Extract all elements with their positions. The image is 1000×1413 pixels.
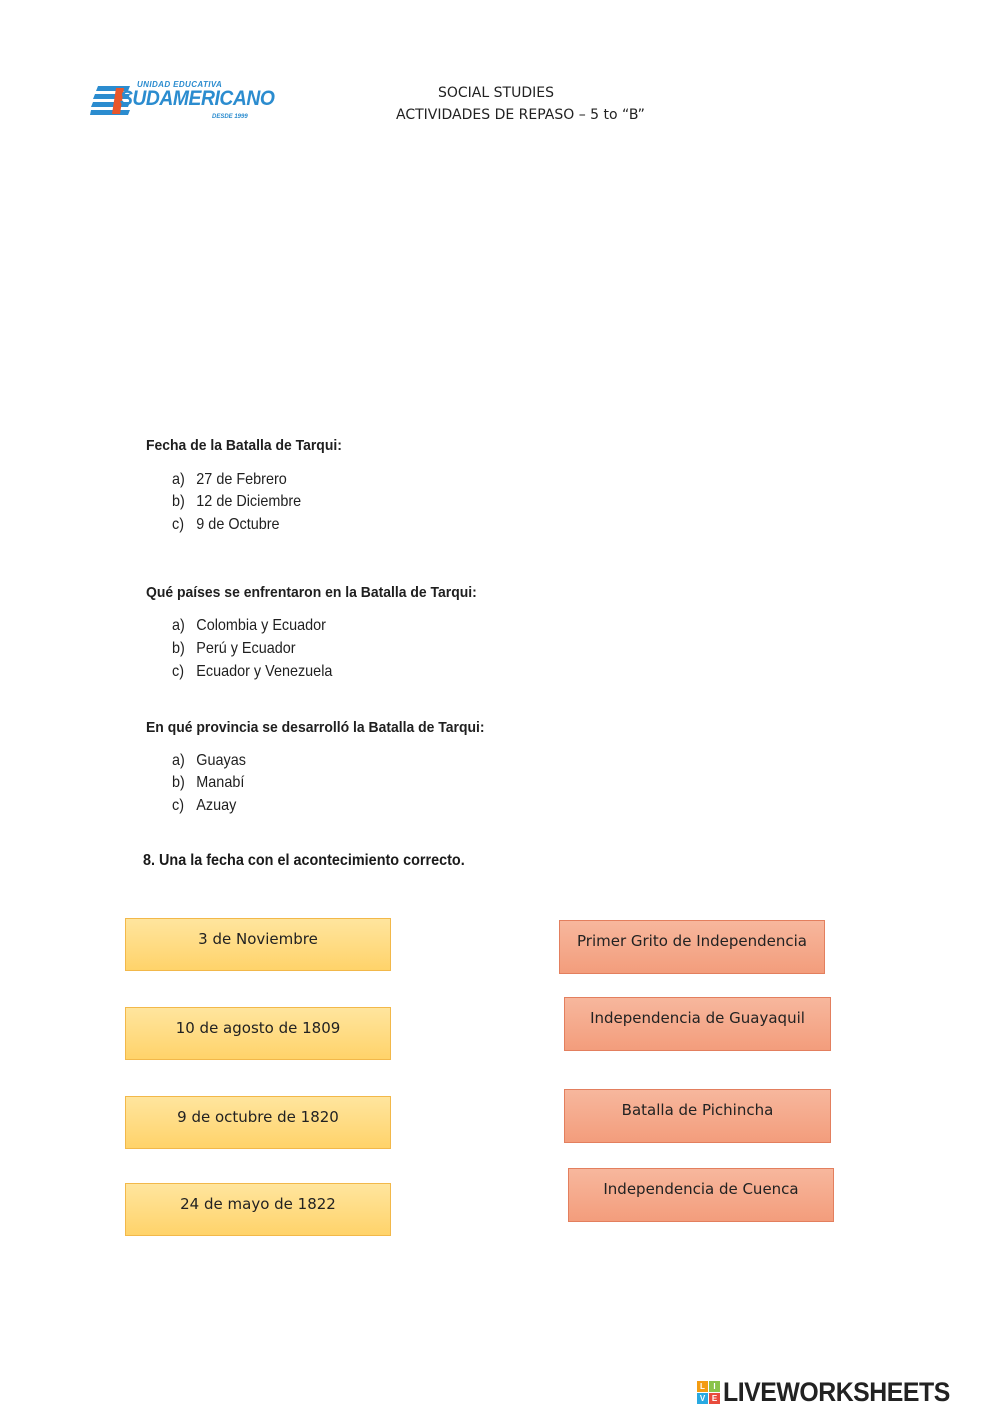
logo-subtitle: UNIDAD EDUCATIVA (137, 80, 223, 89)
matching-title: 8. Una la fecha con el acontecimiento correcto. (143, 852, 465, 869)
event-box-1[interactable]: Primer Grito de Independencia (559, 920, 825, 974)
question-3-option-b[interactable]: b) Manabí (172, 774, 245, 791)
date-box-2[interactable]: 10 de agosto de 1809 (125, 1007, 391, 1060)
liveworksheets-brand (697, 1377, 970, 1407)
activity-title: ACTIVIDADES DE REPASO – 5 to “B” (396, 107, 645, 123)
date-box-4[interactable]: 24 de mayo de 1822 (125, 1183, 391, 1236)
date-box-3[interactable]: 9 de octubre de 1820 (125, 1096, 391, 1149)
logo-name: SUDAMERICANO (120, 87, 275, 110)
brand-squares-icon: L I V E (697, 1381, 720, 1404)
subject-heading: SOCIAL STUDIES (438, 85, 554, 101)
logo-since: DESDE 1999 (212, 114, 248, 120)
question-2-option-a[interactable]: a) Colombia y Ecuador (172, 617, 326, 634)
question-1-option-a[interactable]: a) 27 de Febrero (172, 471, 287, 488)
question-1-option-b[interactable]: b) 12 de Diciembre (172, 493, 302, 510)
question-2-title: Qué países se enfrentaron en la Batalla de Tarqui: (146, 584, 477, 601)
question-2-option-c[interactable]: c) Ecuador y Venezuela (172, 663, 333, 680)
school-logo (90, 80, 275, 126)
brand-text: LIVEWORKSHEETS (723, 1376, 950, 1407)
question-1-option-c[interactable]: c) 9 de Octubre (172, 516, 280, 533)
question-1-title: Fecha de la Batalla de Tarqui: (146, 437, 342, 454)
event-box-4[interactable]: Independencia de Cuenca (568, 1168, 834, 1222)
question-2-option-b[interactable]: b) Perú y Ecuador (172, 640, 296, 657)
question-3-option-c[interactable]: c) Azuay (172, 797, 237, 814)
date-box-1[interactable]: 3 de Noviembre (125, 918, 391, 971)
event-box-3[interactable]: Batalla de Pichincha (564, 1089, 831, 1143)
question-3-title: En qué provincia se desarrolló la Batalla de Tarqui: (146, 719, 485, 736)
question-3-option-a[interactable]: a) Guayas (172, 752, 246, 769)
event-box-2[interactable]: Independencia de Guayaquil (564, 997, 831, 1051)
